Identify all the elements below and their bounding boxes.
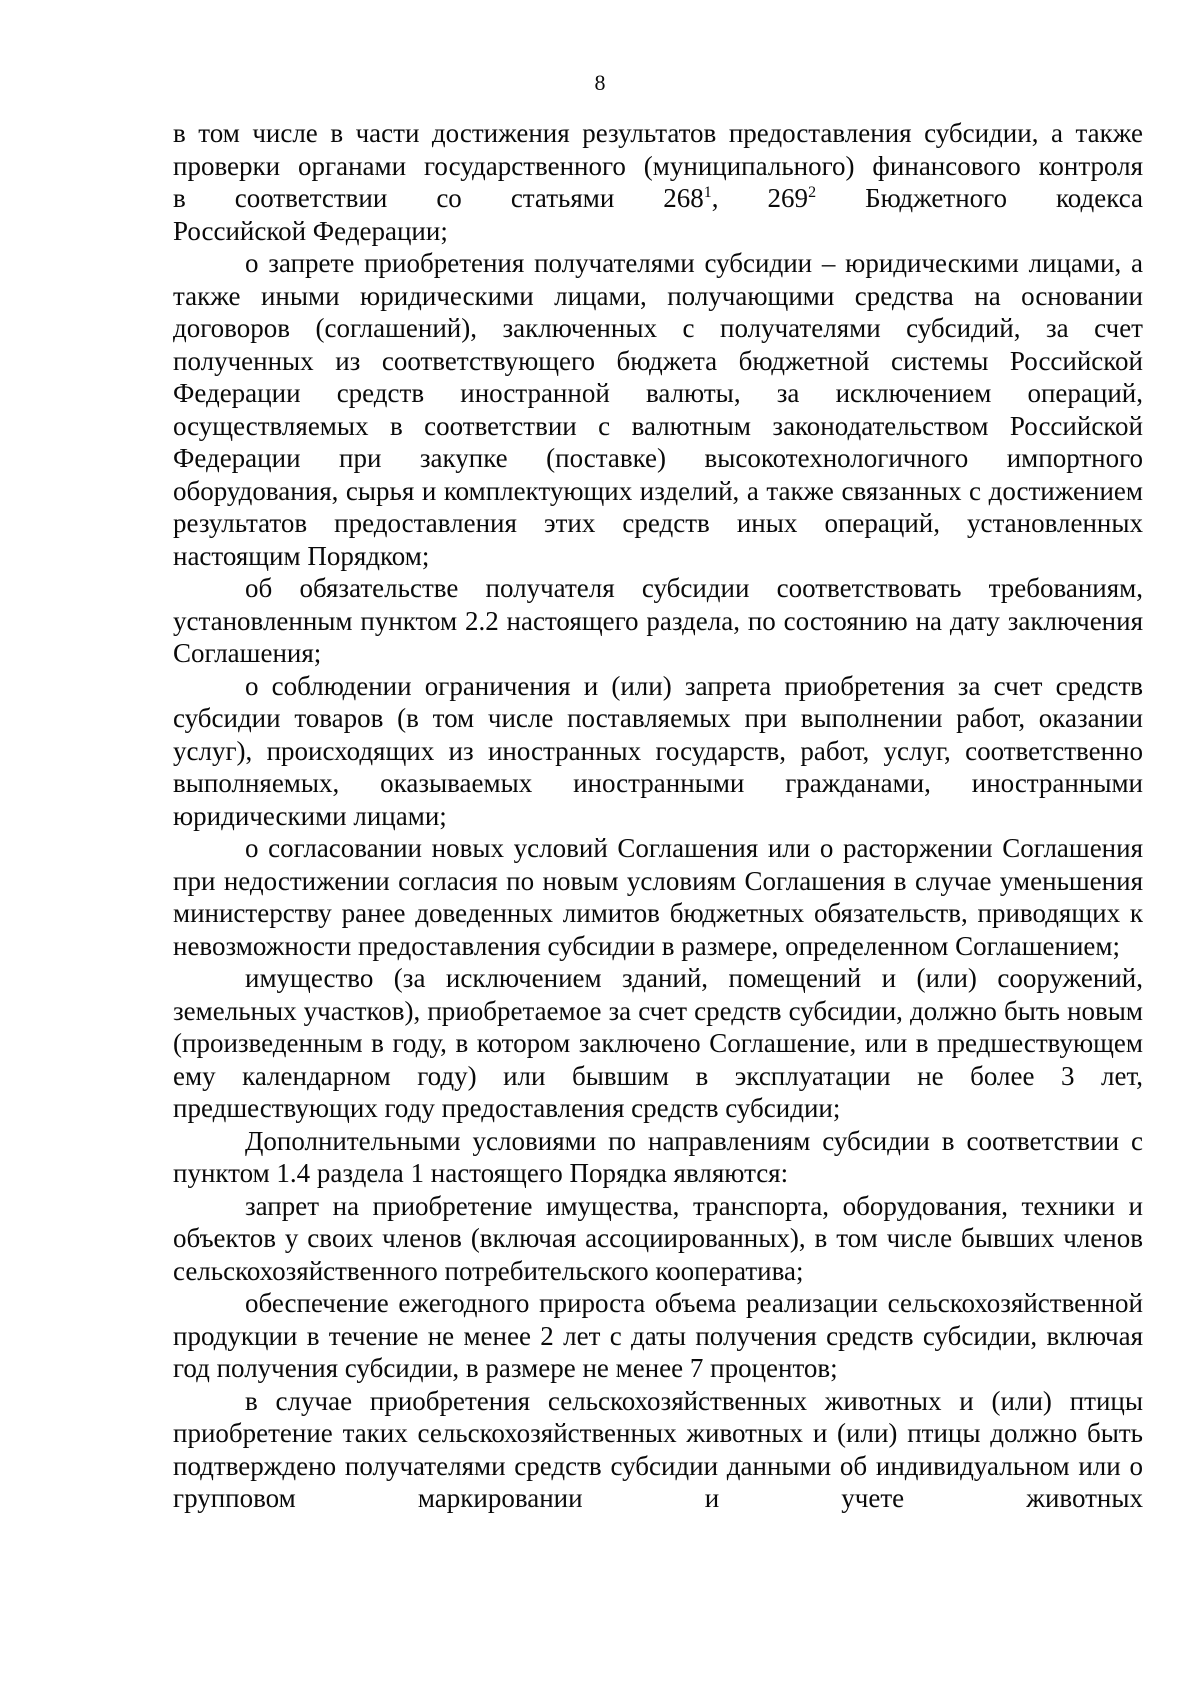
superscript: 2 (808, 184, 817, 201)
document-body (173, 117, 1143, 1515)
text-line: в том числе в части достижения результатов предоставления субсидии, а также (173, 118, 1143, 148)
paragraph-requirements-compliance: об обязательстве получателя субсидии соответствовать требованиям, установленным пунктом 2.2 настоящего раздела, по состоянию на дату заключения Соглашения; (173, 573, 1143, 668)
paragraph-property-condition: имущество (за исключением зданий, помещений и (или) сооружений, земельных участков), приобретаемое за счет средств субсидии, должно быть новым (произведенным в году, в котором заключено Соглашение, или в предшествующем ему календарном году) или бывшим в эксплуатации не более 3 лет, предшествующих году предоставления средств субсидии; (173, 963, 1143, 1123)
paragraph-sales-growth: обеспечение ежегодного прироста объема реализации сельскохозяйственной продукции в течение не менее 2 лет с даты получения средств субсидии, включая год получения субсидии, в размере не менее 7 процентов; (173, 1288, 1143, 1383)
paragraph-member-purchase-ban: запрет на приобретение имущества, транспорта, оборудования, техники и объектов у своих членов (включая ассоциированных), в том числе бывших членов сельскохозяйственного потребительского кооператива; (173, 1190, 1143, 1286)
superscript: 1 (703, 184, 712, 201)
paragraph-agreement-renegotiation: о согласовании новых условий Соглашения или о расторжении Соглашения при недостижении согласия по новым условиям Соглашения в случае уменьшения министерству ранее доведенных лимитов бюджетных обязательств, приводящих к невозможности предоставления субсидии в размере, определенном Соглашением; (173, 833, 1143, 961)
text-fragment: в соответствии со статьями 268 (173, 183, 704, 213)
text-line-with-article-references (173, 182, 1143, 215)
text-fragment: , 269 (711, 183, 809, 213)
page-number: 8 (594, 70, 606, 95)
paragraph-currency-restriction: о запрете приобретения получателями субсидии – юридическими лицами, а также иными юридическими лицами, получающими средства на основании договоров (соглашений), заключенных с получателями субсидий, за счет полученных из соответствующего бюджета бюджетной системы Российской Федерации средств иностранной валюты, за исключением операций, осуществляемых в соответствии с валютным законодательством Российской Федерации при закупке (поставке) высокотехнологичного импортного оборудования, сырья и комплектующих изделий, а также связанных с достижением результатов предоставления этих средств иных операций, установленных настоящим Порядком; (173, 248, 1143, 571)
text-line: Российской Федерации; (173, 215, 448, 246)
paragraph-foreign-goods-restriction: о соблюдении ограничения и (или) запрета приобретения за счет средств субсидии товаров (в том числе поставляемых при выполнении работ, оказании услуг), происходящих из иностранных государств, работ, услуг, соответственно выполняемых, оказываемых иностранными гражданами, иностранными юридическими лицами; (173, 670, 1143, 831)
paragraph-additional-conditions: Дополнительными условиями по направлениям субсидии в соответствии с пунктом 1.4 раздела 1 настоящего Порядка являются: (173, 1125, 1143, 1188)
paragraph-continuation (173, 117, 1143, 247)
text-line: проверки органами государственного (муниципального) финансового контроля (173, 150, 1143, 181)
paragraph-animal-marking: в случае приобретения сельскохозяйственных животных и (или) птицы приобретение таких сельскохозяйственных животных и (или) птицы должно быть подтверждено получателями средств субсидии данными об индивидуальном или о групповом маркировании и учете животных (173, 1385, 1143, 1513)
text-fragment: Бюджетного кодекса (816, 183, 1143, 213)
